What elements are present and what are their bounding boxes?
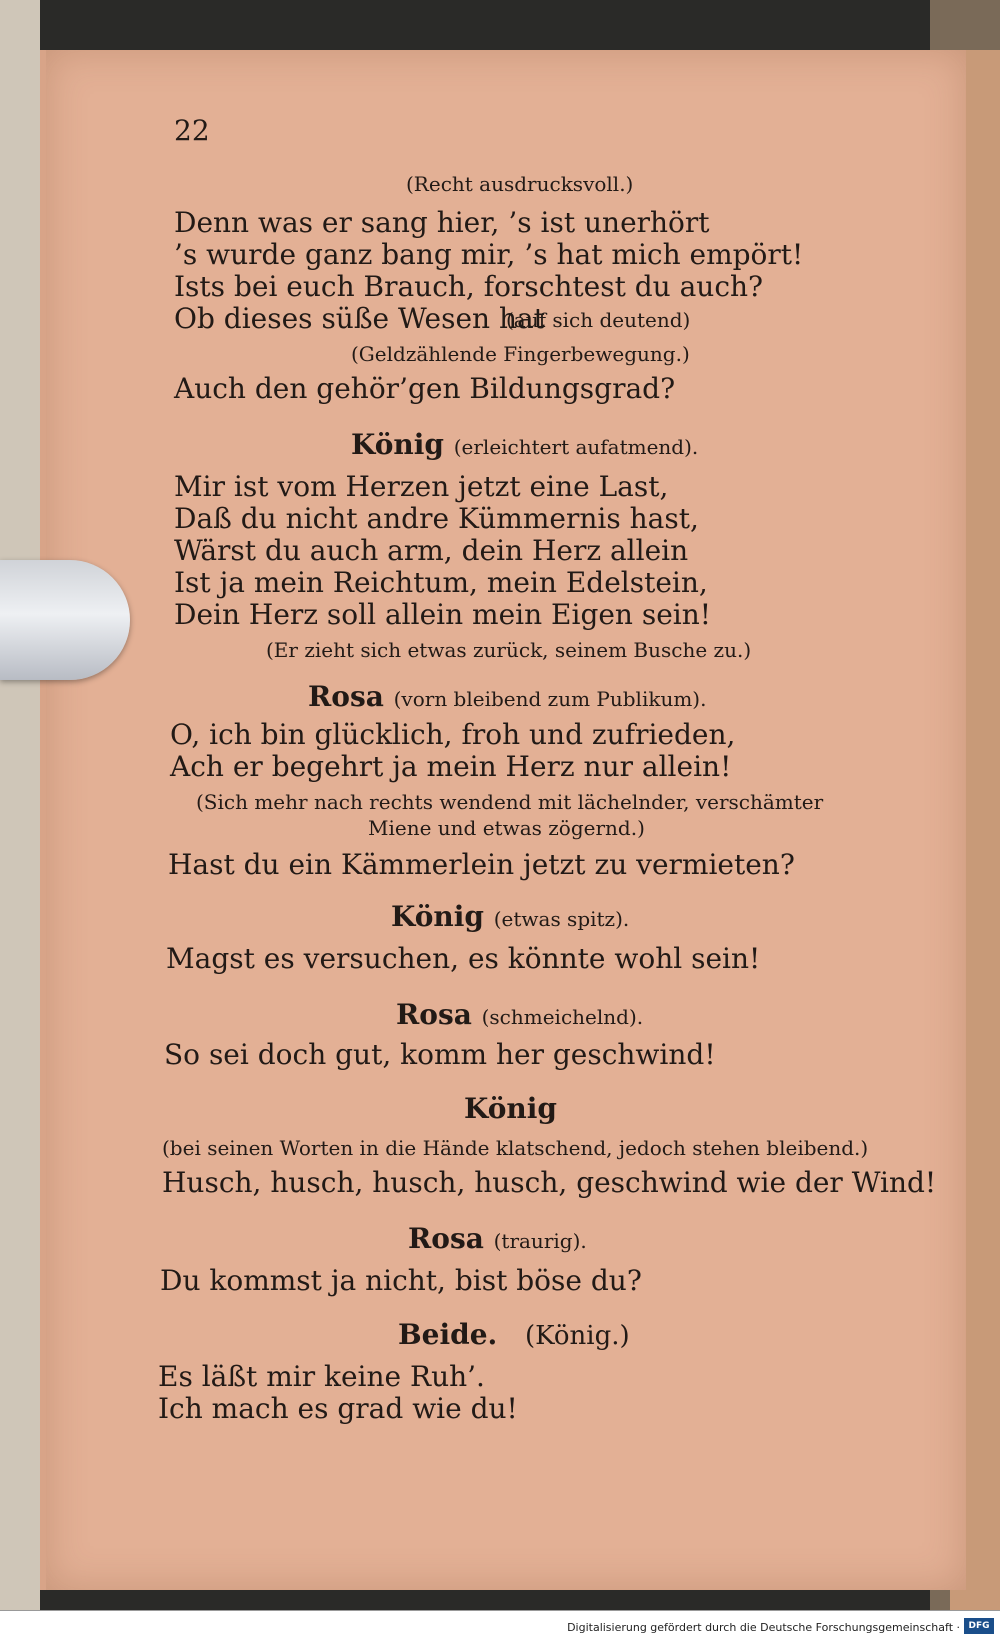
stage-direction: (etwas spitz). — [493, 907, 630, 931]
background-left — [0, 0, 40, 1639]
stage-direction: (traurig). — [493, 1229, 587, 1253]
stage-direction: (auf sich deutend) — [506, 308, 691, 332]
stage-direction: (vorn bleibend zum Publikum). — [393, 687, 707, 711]
verse-line: Ob dieses süße Wesen hat — [174, 302, 545, 335]
stage-direction: (König.) — [525, 1321, 630, 1351]
speaker-label: Rosa — [408, 1222, 484, 1255]
verse-line: Du kommst ja nicht, bist böse du? — [160, 1264, 642, 1297]
speaker-name — [408, 1222, 587, 1255]
verse-line: Denn was er sang hier, ’s ist unerhört — [174, 206, 710, 239]
book-page — [40, 50, 966, 1590]
verse-line: ’s wurde ganz bang mir, ’s hat mich empört! — [174, 238, 804, 271]
verse-line: Husch, husch, husch, husch, geschwind wie der Wind! — [162, 1166, 937, 1199]
verse-line: O, ich bin glücklich, froh und zufrieden, — [170, 718, 736, 751]
verse-line: Ich mach es grad wie du! — [158, 1392, 518, 1425]
page-number: 22 — [174, 114, 210, 147]
footer-bar — [0, 1610, 1000, 1639]
verse-line: Es läßt mir keine Ruh’. — [158, 1360, 485, 1393]
speaker-label: König — [351, 428, 444, 461]
verse-line: Ach er begehrt ja mein Herz nur allein! — [170, 750, 732, 783]
page-clip — [0, 560, 130, 680]
speaker-name — [396, 998, 643, 1031]
verse-line: Ist ja mein Reichtum, mein Edelstein, — [174, 566, 708, 599]
speaker-name — [398, 1318, 630, 1351]
verse-line: Wärst du auch arm, dein Herz allein — [174, 534, 689, 567]
verse-line: So sei doch gut, komm her geschwind! — [164, 1038, 716, 1071]
stage-direction: (Recht ausdrucksvoll.) — [406, 172, 634, 196]
stage-direction: Miene und etwas zögernd.) — [368, 816, 645, 840]
verse-line: Auch den gehör’gen Bildungsgrad? — [174, 372, 676, 405]
verse-line: Hast du ein Kämmerlein jetzt zu vermieten? — [168, 848, 795, 881]
speaker-name: König — [464, 1092, 557, 1125]
footer-credit: Digitalisierung gefördert durch die Deutsche Forschungsgemeinschaft · — [567, 1621, 960, 1634]
stage-direction: (erleichtert aufatmend). — [453, 435, 699, 459]
stage-direction: (Geldzählende Fingerbewegung.) — [351, 342, 690, 366]
verse-line: Magst es versuchen, es könnte wohl sein! — [166, 942, 761, 975]
stage-direction: (Sich mehr nach rechts wendend mit lächelnder, verschämter — [196, 790, 824, 814]
speaker-name — [308, 680, 706, 713]
verse-line: Daß du nicht andre Kümmernis hast, — [174, 502, 699, 535]
speaker-label: Rosa — [396, 998, 472, 1031]
verse-line: Mir ist vom Herzen jetzt eine Last, — [174, 470, 669, 503]
dfg-logo-icon: DFG — [964, 1618, 994, 1634]
stage-direction: (bei seinen Worten in die Hände klatschend, jedoch stehen bleibend.) — [162, 1136, 869, 1160]
speaker-label: Rosa — [308, 680, 384, 713]
speaker-label: König — [391, 900, 484, 933]
stage-direction: (Er zieht sich etwas zurück, seinem Busche zu.) — [266, 638, 752, 662]
verse-line: Dein Herz soll allein mein Eigen sein! — [174, 598, 712, 631]
speaker-name — [351, 428, 698, 461]
verse-line: Ists bei euch Brauch, forschtest du auch? — [174, 270, 764, 303]
speaker-label: Beide. — [398, 1318, 498, 1351]
speaker-name — [391, 900, 629, 933]
stage-direction: (schmeichelnd). — [481, 1005, 644, 1029]
